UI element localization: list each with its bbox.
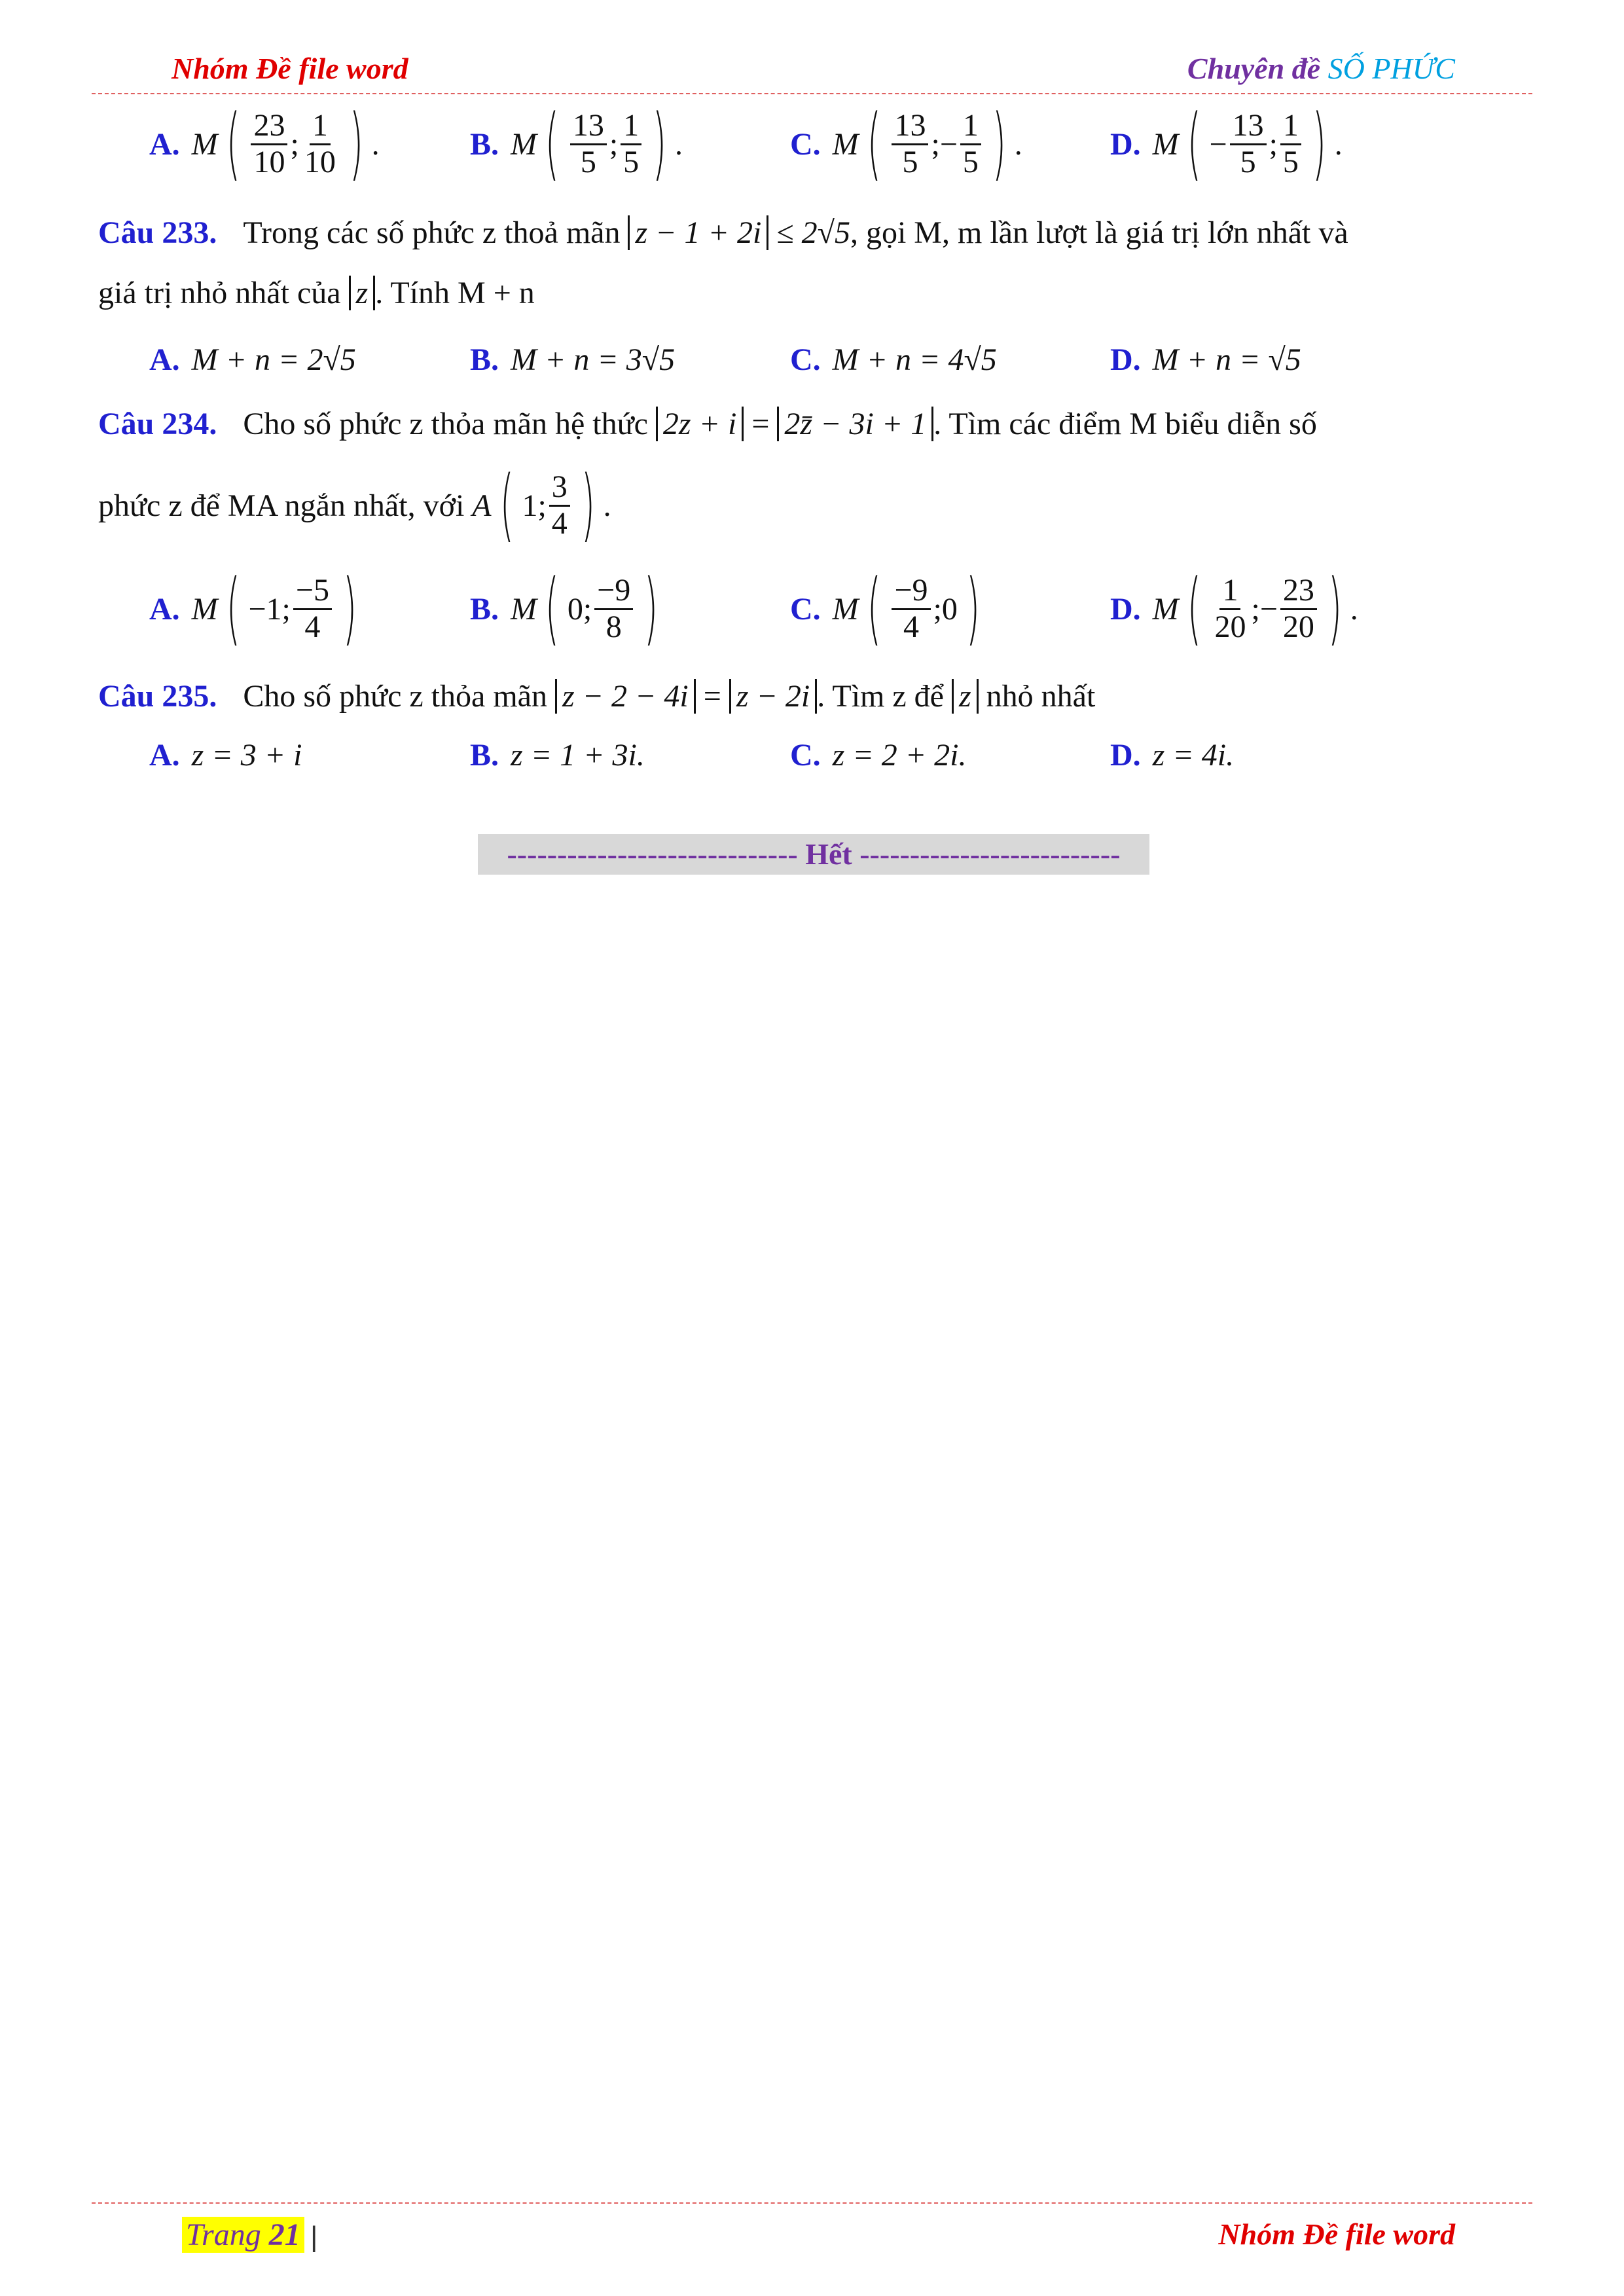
frac-den: 20 — [1214, 609, 1246, 644]
question-number: Câu 234. — [98, 407, 217, 441]
abs-lhs: 2z + i — [656, 407, 744, 441]
frac-num: 1 — [1280, 109, 1301, 145]
frac-num: 23 — [251, 109, 287, 145]
frac-den: 4 — [551, 505, 568, 541]
question-233 — [98, 203, 1532, 323]
abs-lhs: z − 2 − 4i — [555, 679, 696, 714]
q235-option-d: D. z = 4i. — [1110, 738, 1235, 773]
frac-num: −9 — [892, 574, 930, 610]
option-value: z = 3 + i — [191, 738, 302, 773]
frac-den: 5 — [580, 144, 596, 179]
option-value: z = 4i. — [1152, 738, 1235, 773]
header-topic — [1187, 51, 1455, 86]
option-value: M + n = 2√5 — [191, 342, 356, 377]
prev-option-d: D. M ( − $\frac{13}{5}$ ; $\frac{1}{5}$ ) . — [1110, 98, 1343, 189]
header-topic-name: SỐ PHỨC — [1327, 52, 1455, 85]
prev-option-c: C. M ( $\frac{13}{5}$ ;− $\frac{1}{5}$ ) . — [790, 98, 1022, 189]
point-a-x: 1; — [522, 488, 547, 523]
header-group-name: Nhóm Đề file word — [171, 52, 408, 85]
footer-group-name: Nhóm Đề file word — [1218, 2217, 1455, 2251]
option-value: z = 1 + 3i. — [511, 738, 645, 773]
question-text: Cho số phức z thỏa mãn hệ thức — [243, 407, 648, 441]
question-number: Câu 233. — [98, 215, 217, 250]
question-234-line2: phức z để MA ngắn nhất, với A ( 1; $\frac{3}{4}$ ) . — [98, 460, 611, 551]
frac-num: −5 — [293, 574, 332, 610]
page-number-value: 21 — [268, 2217, 300, 2252]
question-number: Câu 235. — [98, 679, 217, 714]
question-text: . Tìm z để — [817, 679, 944, 714]
q233-option-a: A. M + n = 2√5 — [149, 342, 356, 377]
coord-part: −1; — [248, 591, 291, 627]
frac-den: 10 — [304, 144, 336, 179]
header-topic-prefix: Chuyên đề — [1187, 52, 1321, 85]
prev-option-a: A. M ( $\frac{23}{10}$ ; $\frac{1}{10}$ ) . — [149, 98, 380, 189]
frac-den: 20 — [1282, 609, 1314, 644]
question-text: giá trị nhỏ nhất của — [98, 276, 341, 310]
question-text: . Tính M + n — [375, 276, 535, 310]
option-label: A. — [149, 126, 180, 162]
frac-den: 5 — [902, 144, 918, 179]
frac-den: 4 — [304, 609, 321, 644]
question-text: . Tìm các điểm M biểu diễn số — [933, 407, 1317, 441]
option-value: z = 2 + 2i. — [832, 738, 967, 773]
frac-den: 4 — [903, 609, 920, 644]
abs-rhs: z − 2i — [729, 679, 817, 714]
question-text: , gọi M, m lần lượt là giá trị lớn nhất và — [850, 215, 1348, 250]
abs-z: z — [952, 679, 979, 714]
q234-option-d: D. M ( $\frac{1}{20}$ ;− $\frac{23}{20}$ ) . — [1110, 563, 1358, 654]
question-text: nhỏ nhất — [986, 679, 1096, 714]
coord-part: ;0 — [933, 591, 958, 627]
frac-num: 13 — [1230, 109, 1267, 145]
frac-num: 1 — [310, 109, 331, 145]
option-value: M + n = 3√5 — [511, 342, 676, 377]
header-divider — [92, 93, 1532, 94]
q234-option-a: A. M ( −1; $\frac{-5}{4}$ ) — [149, 563, 357, 654]
frac-num: 3 — [549, 470, 570, 507]
inequality-rhs: ≤ 2√5 — [776, 215, 850, 250]
question-text: phức z để MA ngắn nhất, với — [98, 488, 465, 523]
q235-option-c: C. z = 2 + 2i. — [790, 738, 967, 773]
frac-num: 13 — [892, 109, 928, 145]
footer-divider — [92, 2202, 1532, 2204]
frac-num: 1 — [621, 109, 641, 145]
end-marker: ----------------------------- Hết -------------------------- — [478, 834, 1149, 875]
frac-num: 1 — [1219, 574, 1240, 610]
q233-option-b: B. M + n = 3√5 — [470, 342, 676, 377]
q234-option-b: B. M ( 0; $\frac{-9}{8}$ ) — [470, 563, 659, 654]
abs-z: z — [349, 276, 376, 310]
frac-den: 5 — [1240, 144, 1256, 179]
footer-separator: | — [310, 2221, 318, 2253]
option-value: M + n = 4√5 — [832, 342, 997, 377]
question-text: Trong các số phức z thoả mãn — [243, 215, 621, 250]
question-234: Câu 234. Cho số phức z thỏa mãn hệ thức 2z + i = 2z̄ − 3i + 1 . Tìm các điểm M biểu diễn số — [98, 407, 1317, 441]
frac-den: 8 — [605, 609, 622, 644]
frac-den: 10 — [253, 144, 285, 179]
q234-option-c: C. M ( $\frac{-9}{4}$ ;0 ) — [790, 563, 980, 654]
abs-expression: z − 1 + 2i — [628, 215, 768, 250]
prev-option-b: B. M ( $\frac{13}{5}$ ; $\frac{1}{5}$ ) . — [470, 98, 683, 189]
question-235: Câu 235. Cho số phức z thỏa mãn z − 2 − 4i = z − 2i . Tìm z để z nhỏ nhất — [98, 679, 1096, 714]
page-label: Trang — [186, 2217, 261, 2252]
q235-option-a: A. z = 3 + i — [149, 738, 302, 773]
frac-num: 13 — [570, 109, 607, 145]
q233-option-c: C. M + n = 4√5 — [790, 342, 997, 377]
question-text: Cho số phức z thỏa mãn — [243, 679, 547, 714]
option-label: C. — [790, 126, 821, 162]
frac-den: 5 — [1282, 144, 1299, 179]
frac-den: 5 — [623, 144, 640, 179]
coord-part: 0; — [567, 591, 592, 627]
frac-den: 5 — [962, 144, 979, 179]
abs-rhs: 2z̄ − 3i + 1 — [777, 407, 933, 441]
frac-num: 23 — [1280, 574, 1317, 610]
q233-option-d: D. M + n = √5 — [1110, 342, 1301, 377]
option-value: M + n = √5 — [1152, 342, 1301, 377]
frac-num: −9 — [594, 574, 633, 610]
option-label: D. — [1110, 126, 1141, 162]
option-label: B. — [470, 126, 499, 162]
page-number — [182, 2217, 304, 2253]
frac-num: 1 — [960, 109, 981, 145]
q235-option-b: B. z = 1 + 3i. — [470, 738, 645, 773]
